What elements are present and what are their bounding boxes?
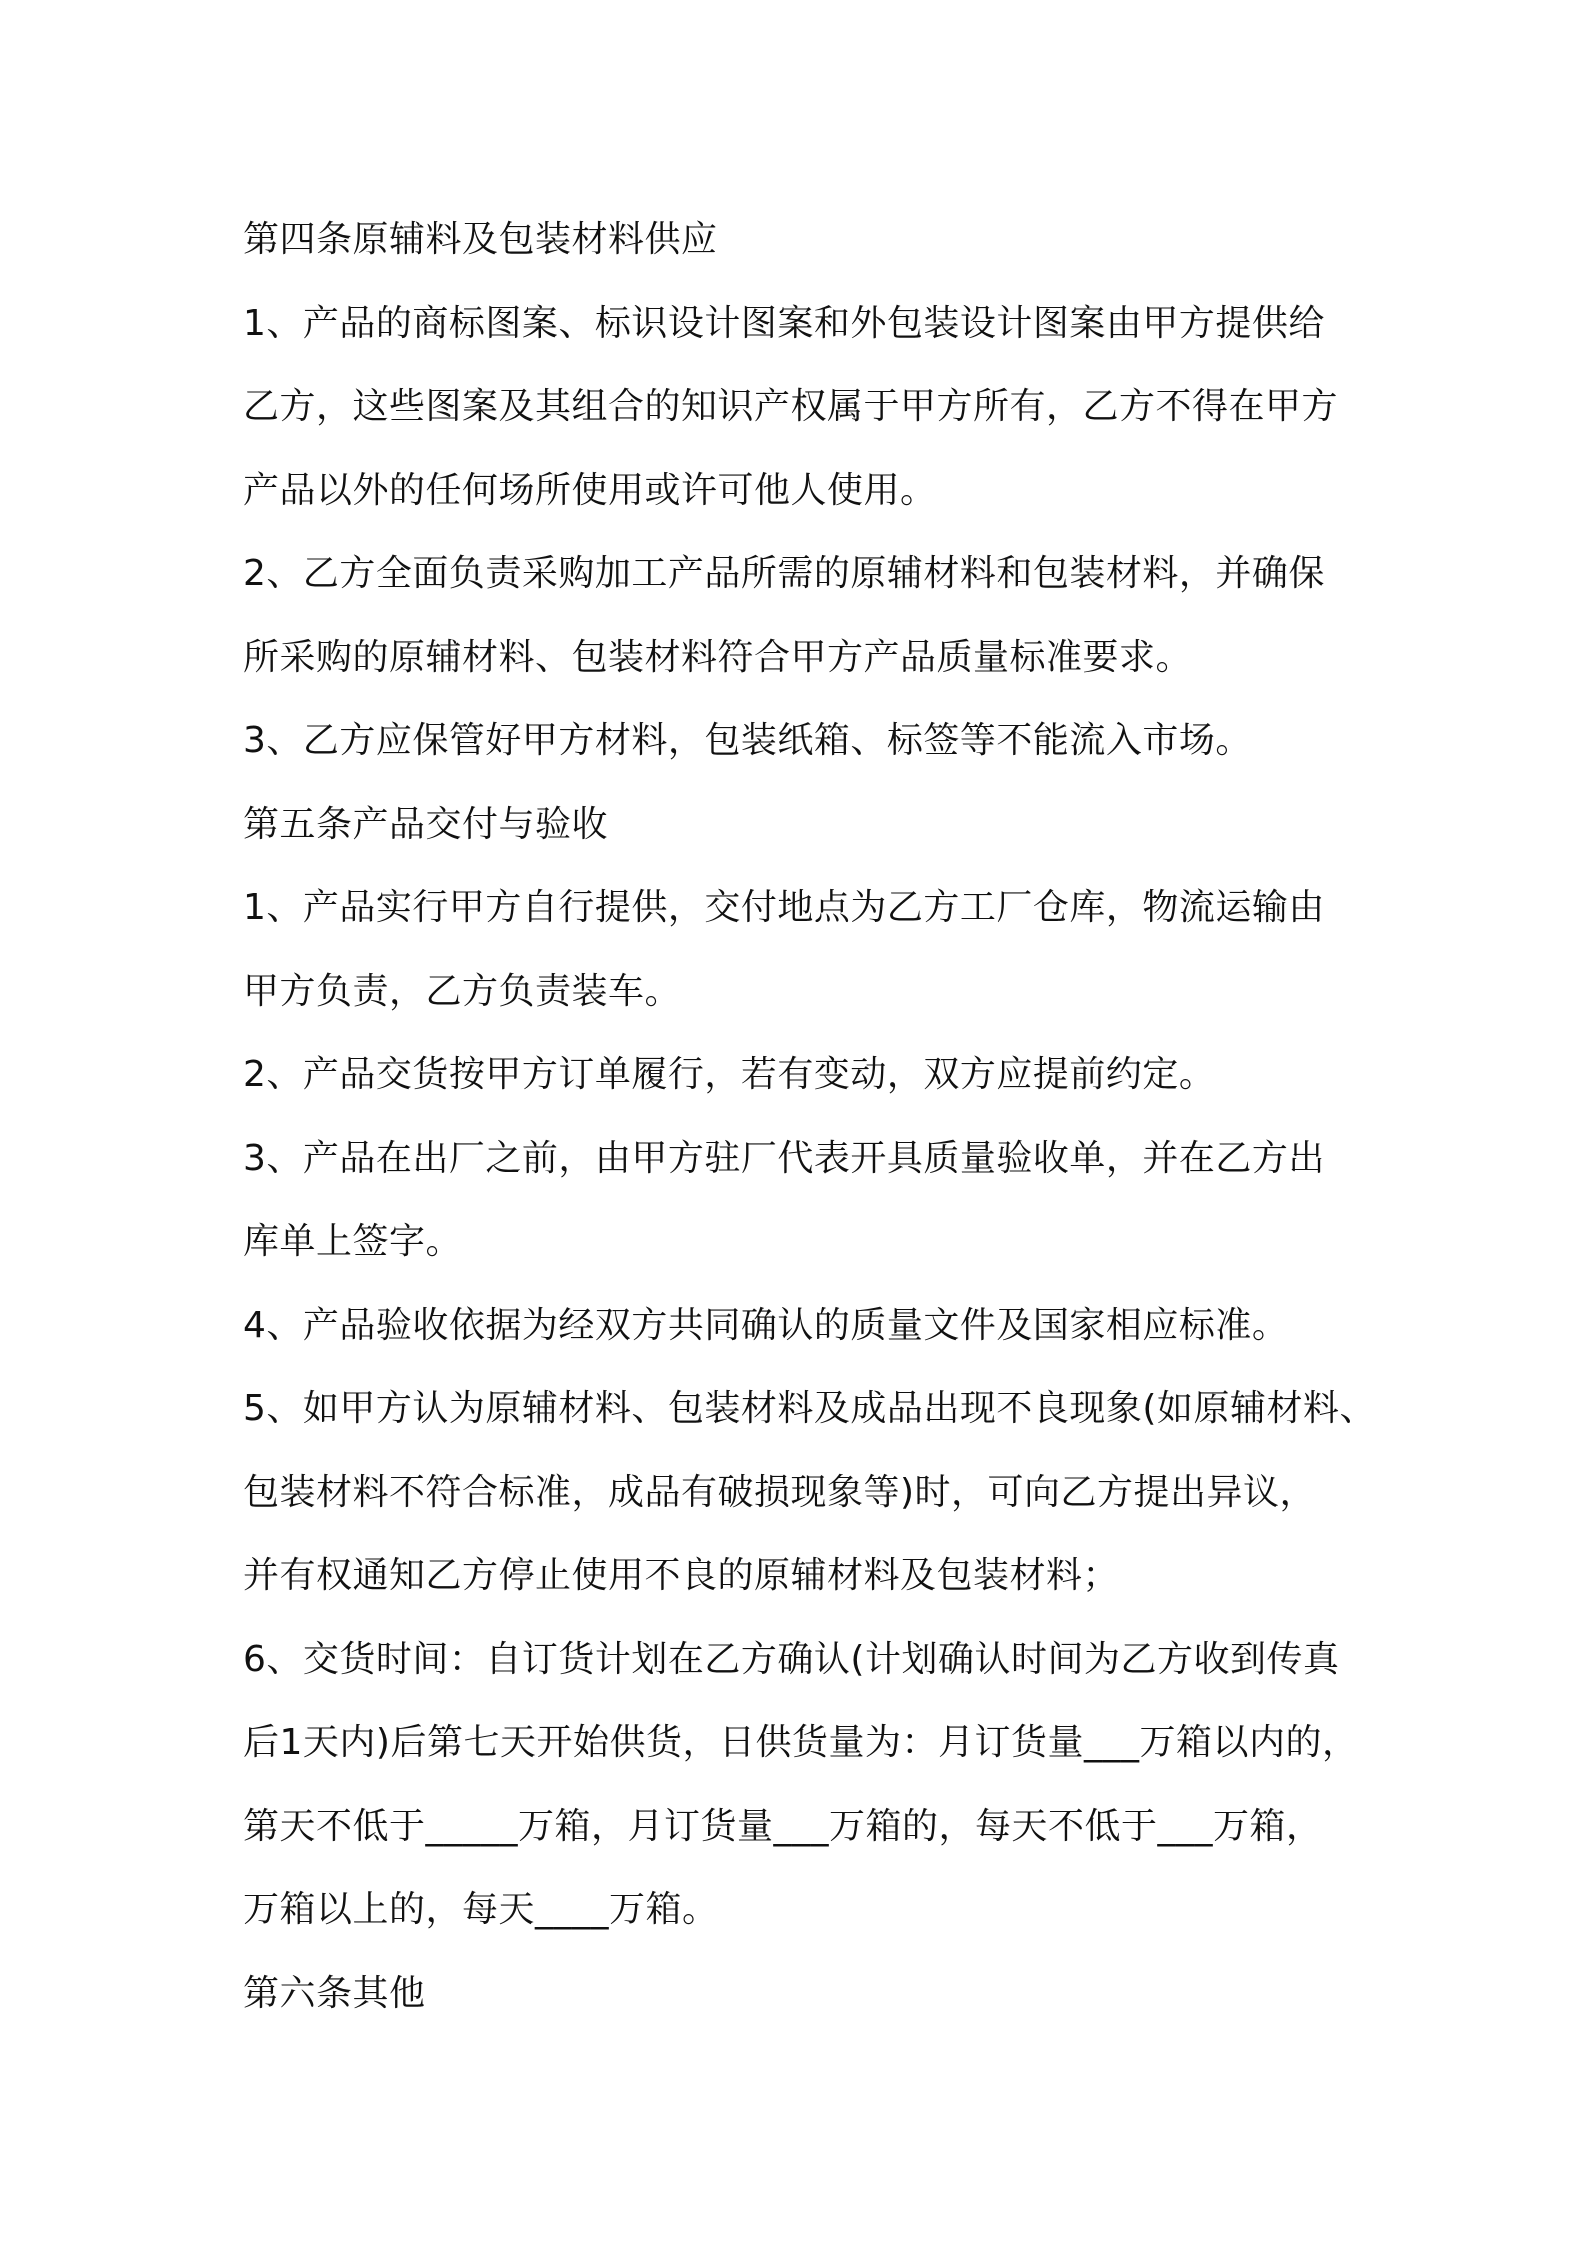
article-5-clause-6-line-4: 万箱以上的，每天____万箱。 bbox=[243, 1889, 719, 1930]
article-5-clause-5-line-2: 包装材料不符合标准，成品有破损现象等)时，可向乙方提出异议， bbox=[243, 1471, 1317, 1513]
article-5-heading: 第五条产品交付与验收 bbox=[243, 803, 609, 845]
article-5-clause-4: 4、产品验收依据为经双方共同确认的质量文件及国家相应标准。 bbox=[243, 1304, 1289, 1346]
article-5-clause-6-line-2: 后1天内)后第七天开始供货，日供货量为：月订货量___万箱以内的， bbox=[243, 1722, 1359, 1763]
article-5-clause-6-line-1: 6、交货时间：自订货计划在乙方确认(计划确认时间为乙方收到传真 bbox=[243, 1638, 1340, 1680]
article-4-clause-1-line-3: 产品以外的任何场所使用或许可他人使用。 bbox=[243, 469, 937, 511]
article-5-clause-5-line-3: 并有权通知乙方停止使用不良的原辅材料及包装材料； bbox=[243, 1555, 1120, 1596]
article-5-clause-3-line-2: 库单上签字。 bbox=[243, 1221, 463, 1262]
article-6-heading: 第六条其他 bbox=[243, 1972, 426, 2014]
article-4-clause-1-line-2: 乙方，这些图案及其组合的知识产权属于甲方所有，乙方不得在甲方 bbox=[243, 386, 1339, 427]
article-5-clause-1-line-1: 1、产品实行甲方自行提供，交付地点为乙方工厂仓库，物流运输由 bbox=[243, 887, 1325, 928]
article-4-clause-3: 3、乙方应保管好甲方材料，包装纸箱、标签等不能流入市场。 bbox=[243, 720, 1252, 761]
article-4-heading: 第四条原辅料及包装材料供应 bbox=[243, 219, 718, 260]
article-5-clause-2: 2、产品交货按甲方订单履行，若有变动，双方应提前约定。 bbox=[243, 1054, 1216, 1095]
article-4-clause-2-line-1: 2、乙方全面负责采购加工产品所需的原辅材料和包装材料，并确保 bbox=[243, 553, 1325, 594]
article-5-clause-6-line-3: 第天不低于_____万箱，月订货量___万箱的，每天不低于___万箱， bbox=[243, 1805, 1323, 1847]
article-4-clause-1-line-1: 1、产品的商标图案、标识设计图案和外包装设计图案由甲方提供给 bbox=[243, 302, 1325, 344]
article-4-clause-2-line-2: 所采购的原辅材料、包装材料符合甲方产品质量标准要求。 bbox=[243, 636, 1193, 678]
article-5-clause-3-line-1: 3、产品在出厂之前，由甲方驻厂代表开具质量验收单，并在乙方出 bbox=[243, 1137, 1325, 1179]
article-5-clause-1-line-2: 甲方负责，乙方负责装车。 bbox=[243, 970, 682, 1012]
article-5-clause-5-line-1: 5、如甲方认为原辅材料、包装材料及成品出现不良现象(如原辅材料、 bbox=[243, 1388, 1376, 1429]
document-body bbox=[243, 198, 1376, 2035]
